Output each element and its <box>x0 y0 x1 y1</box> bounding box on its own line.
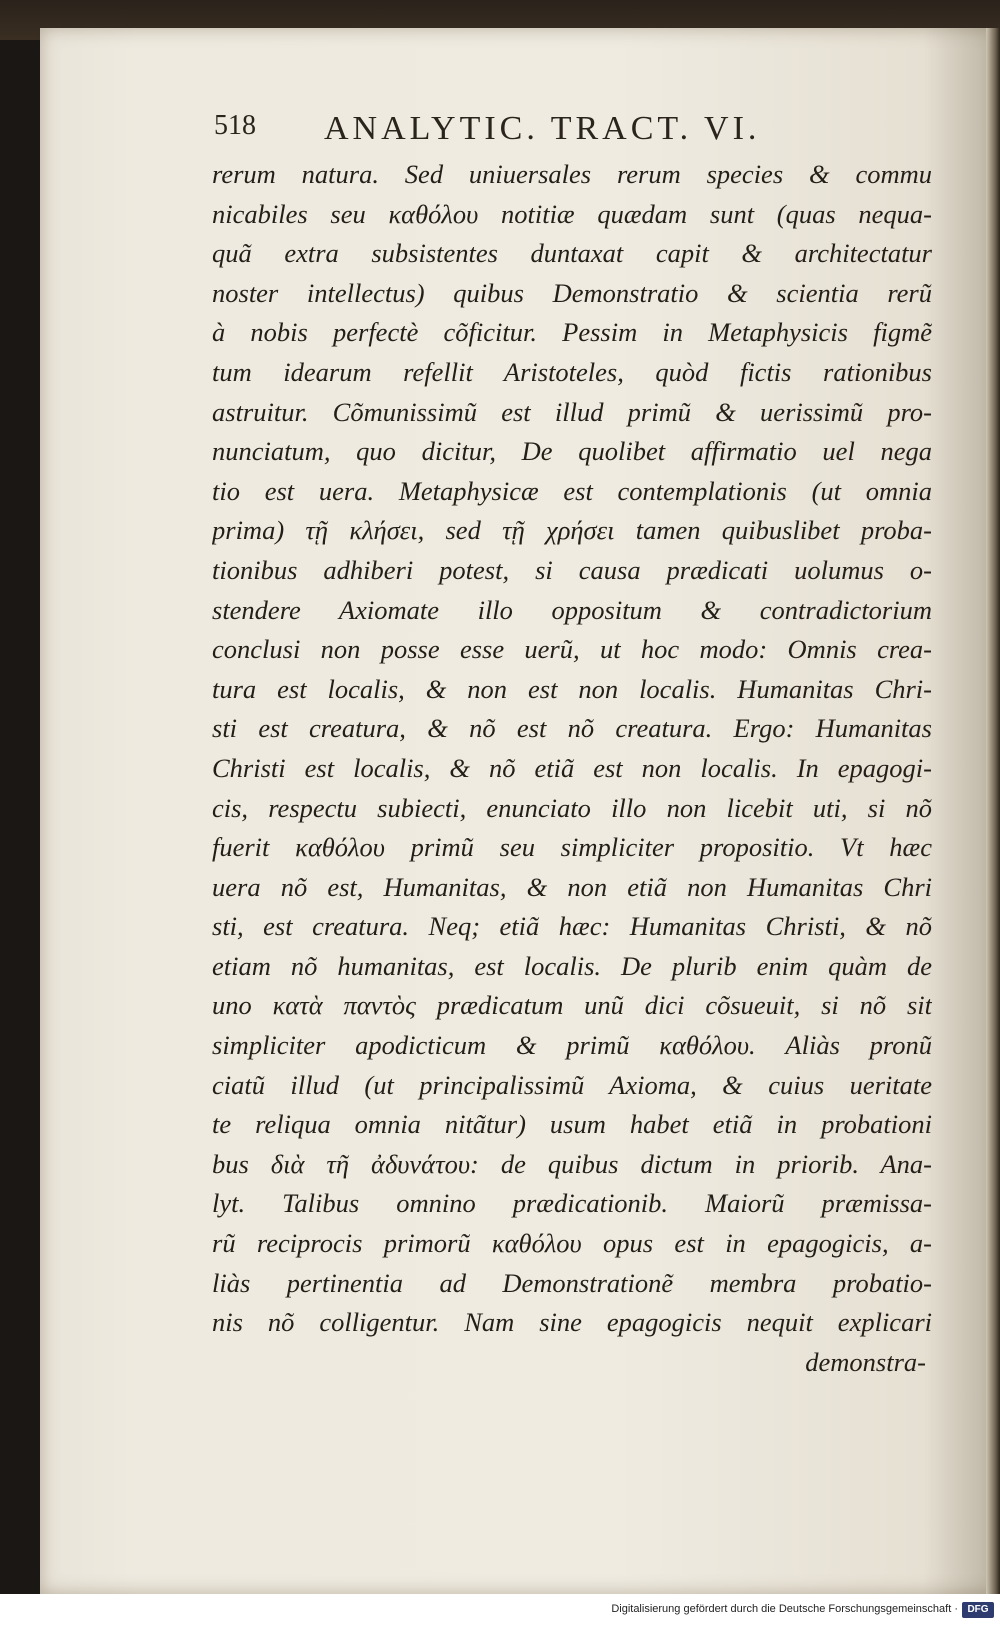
text-line: tionibus adhiberi potest, si causa prædicati uolumus o- <box>212 554 932 585</box>
text-line: demonstra- <box>805 1346 926 1377</box>
text-line: stendere Axiomate illo oppositum & contradictorium <box>212 594 932 625</box>
text-line: simpliciter apodicticum & primũ καθόλου. Aliàs pronũ <box>212 1030 932 1061</box>
body-text <box>212 155 932 1382</box>
footer-bar <box>0 1594 1000 1628</box>
funding-notice: Digitalisierung gefördert durch die Deutsche Forschungsgemeinschaft · <box>611 1603 958 1615</box>
text-line: etiam nõ humanitas, est localis. De plurib enim quàm de <box>212 950 932 981</box>
text-line: nicabiles seu καθόλου notitiæ quædam sunt (quas nequa- <box>212 198 932 229</box>
text-line: ciatũ illud (ut principalissimũ Axioma, & cuius ueritate <box>212 1069 932 1100</box>
text-line: quã extra subsistentes duntaxat capit & architectatur <box>212 238 932 269</box>
text-line: tura est localis, & non est non localis. Humanitas Chri- <box>212 673 932 704</box>
text-line: rerum natura. Sed uniuersales rerum species & commu <box>212 159 932 189</box>
text-line: conclusi non posse esse uerũ, ut hoc modo: Omnis crea- <box>212 634 932 665</box>
text-line: astruitur. Cõmunissimũ est illud primũ & uerissimũ pro- <box>212 396 932 427</box>
text-line: tio est uera. Metaphysicæ est contemplationis (ut omnia <box>212 475 932 506</box>
text-line: bus διὰ τῆ ἀδυνάτου: de quibus dictum in priorib. Ana- <box>212 1148 932 1179</box>
text-line: cis, respectu subiecti, enunciato illo non licebit uti, si nõ <box>212 792 932 823</box>
text-line: tum idearum refellit Aristoteles, quòd fictis rationibus <box>212 356 932 387</box>
page-gutter-shadow <box>986 28 1000 1594</box>
text-line: uera nõ est, Humanitas, & non etiã non Humanitas Chri <box>212 871 932 902</box>
text-line: uno κατὰ παντὸς prædicatum unũ dici cõsueuit, si nõ sit <box>212 990 932 1021</box>
text-line: lyt. Talibus omnino prædicationib. Maiorũ præmissa- <box>212 1188 932 1219</box>
text-line: liàs pertinentia ad Demonstrationẽ membra probatio- <box>212 1267 932 1298</box>
running-header <box>214 110 824 150</box>
text-line: rũ reciprocis primorũ καθόλου opus est in epagogicis, a- <box>212 1228 932 1259</box>
text-line: nis nõ colligentur. Nam sine epagogicis nequit explicari <box>212 1307 932 1338</box>
running-title: ANALYTIC. TRACT. VI. <box>324 110 761 147</box>
text-line: noster intellectus) quibus Demonstratio & scientia rerũ <box>212 277 932 308</box>
text-line: fuerit καθόλου primũ seu simpliciter propositio. Vt hæc <box>212 832 932 863</box>
text-line: prima) τῇ κλήσει, sed τῇ χρήσει tamen quibuslibet proba- <box>212 515 932 546</box>
text-line: nunciatum, quo dicitur, De quolibet affirmatio uel nega <box>212 436 932 467</box>
dfg-logo: DFG <box>962 1602 994 1618</box>
text-line: Christi est localis, & nõ etiã est non localis. In epagogi- <box>212 752 932 783</box>
text-line: te reliqua omnia nitãtur) usum habet etiã in probationi <box>212 1109 932 1140</box>
page-number: 518 <box>214 110 256 141</box>
text-line: sti, est creatura. Neq; etiã hæc: Humanitas Christi, & nõ <box>212 911 932 942</box>
text-line: à nobis perfectè cõficitur. Pessim in Metaphysicis figmẽ <box>212 317 932 348</box>
text-line: sti est creatura, & nõ est nõ creatura. Ergo: Humanitas <box>212 713 932 744</box>
